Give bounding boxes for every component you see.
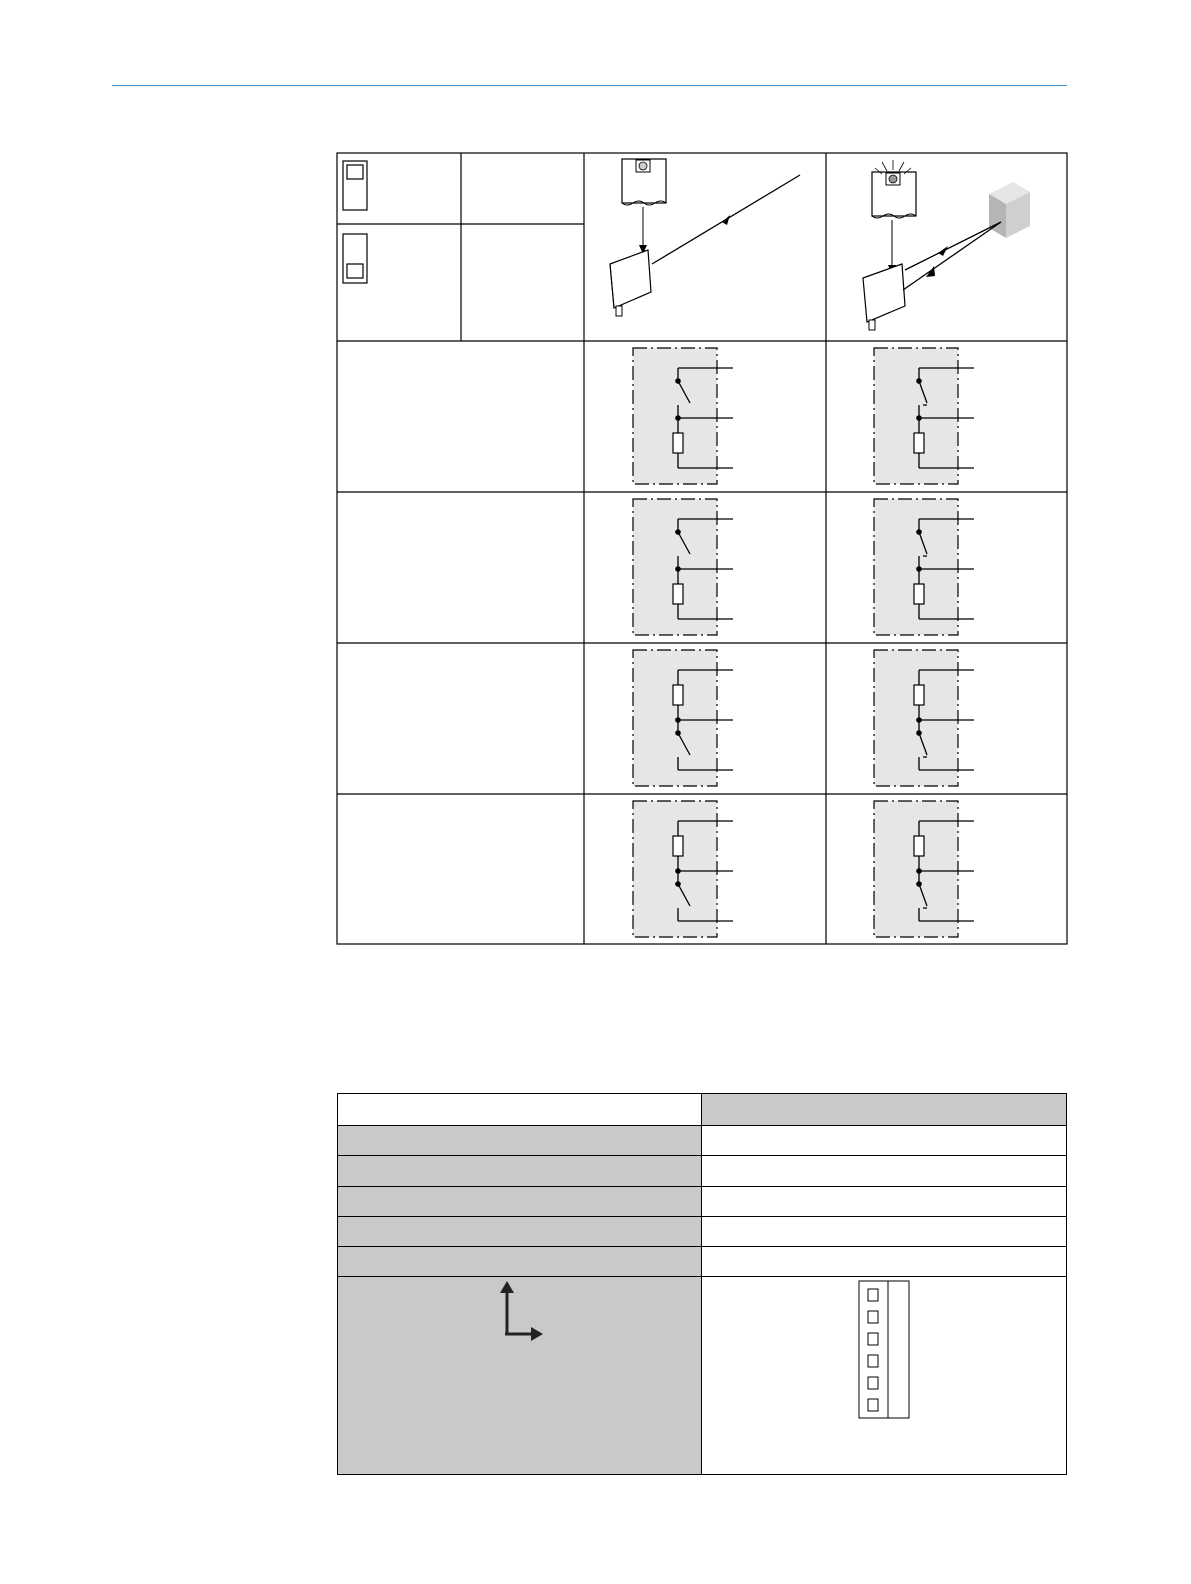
table-row	[338, 1246, 1066, 1276]
connection-table	[337, 1093, 1067, 1475]
light-switching-illustration	[610, 159, 800, 316]
axis-cell	[338, 1277, 702, 1474]
header-cell-right	[702, 1094, 1066, 1125]
table-row	[338, 1155, 1066, 1186]
table-row-diagrams	[338, 1276, 1066, 1474]
contact-schematic-b	[874, 348, 974, 484]
contact-schematic-g	[633, 801, 733, 937]
row-label	[338, 1247, 702, 1276]
row-label	[338, 1217, 702, 1246]
table-row	[338, 1216, 1066, 1246]
row-value	[702, 1126, 1066, 1155]
table-row	[338, 1186, 1066, 1216]
row-label	[338, 1187, 702, 1216]
terminal-block-icon	[858, 1280, 912, 1420]
dark-switching-illustration	[863, 160, 1030, 330]
axis-arrows-icon	[493, 1281, 543, 1343]
row-value	[702, 1247, 1066, 1276]
switch-down-icon	[343, 234, 367, 283]
contact-schematic-h	[874, 801, 974, 937]
row-label	[338, 1126, 702, 1155]
row-value	[702, 1187, 1066, 1216]
switch-up-icon	[343, 161, 367, 210]
table-header-row	[338, 1094, 1066, 1125]
contact-schematic-d	[874, 499, 974, 635]
table-row	[338, 1125, 1066, 1155]
switching-diagram-table	[336, 152, 1068, 946]
contact-schematic-f	[874, 650, 974, 786]
row-label	[338, 1156, 702, 1186]
contact-schematic-e	[633, 650, 733, 786]
header-cell-left	[338, 1094, 702, 1125]
contact-schematic-c	[633, 499, 733, 635]
terminal-cell	[702, 1277, 1066, 1474]
contact-schematic-a	[633, 348, 733, 484]
row-value	[702, 1156, 1066, 1186]
row-value	[702, 1217, 1066, 1246]
header-rule	[112, 85, 1067, 86]
